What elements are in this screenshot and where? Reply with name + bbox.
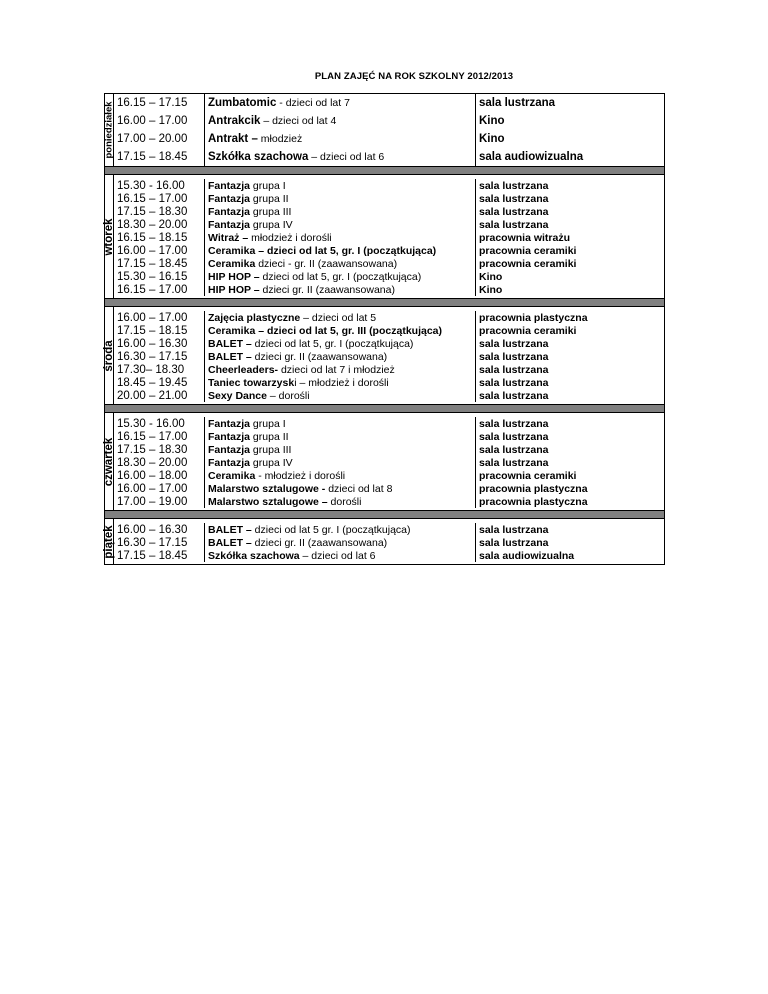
table-row <box>114 244 664 257</box>
activity-cell <box>205 417 476 430</box>
room-cell: pracownia ceramiki <box>479 257 577 270</box>
activity-name: Taniec towarzysk <box>208 376 295 389</box>
room-cell: sala audiowizualna <box>479 549 575 562</box>
time-cell: 17.00 – 19.00 <box>114 495 205 508</box>
day-name: piątek <box>103 524 115 559</box>
room-cell: pracownia ceramiki <box>479 469 577 482</box>
activity-detail: grupa III <box>250 205 292 218</box>
day-block-0 <box>105 94 664 166</box>
room-cell: pracownia witrażu <box>479 231 571 244</box>
activity-cell <box>205 523 476 536</box>
room-cell: pracownia ceramiki <box>479 244 577 257</box>
day-block-1 <box>105 175 664 298</box>
activity-cell <box>205 536 476 549</box>
day-name: czwartek <box>103 437 115 486</box>
activity-name: Szkółka szachowa <box>208 151 309 163</box>
table-row <box>114 350 664 363</box>
activity-name: Fantazja <box>208 218 251 231</box>
table-row <box>114 218 664 231</box>
table-row <box>114 430 664 443</box>
time-cell: 17.15 – 18.45 <box>114 148 205 166</box>
activity-cell <box>205 270 476 283</box>
activity-detail: dzieci od lat 7 i młodzież <box>278 363 395 376</box>
activity-name: BALET – <box>208 350 252 363</box>
activity-detail: – dzieci od lat 4 <box>260 115 337 127</box>
room-cell: sala lustrzana <box>479 456 549 469</box>
activity-detail: dzieci - gr. II (zaawansowana) <box>255 257 398 270</box>
room-cell: sala lustrzana <box>479 523 549 536</box>
table-row <box>114 179 664 192</box>
day-block-4 <box>105 519 664 564</box>
room-cell: sala lustrzana <box>479 430 549 443</box>
activity-detail: – dzieci od lat 6 <box>308 151 385 163</box>
table-row <box>114 231 664 244</box>
time-cell: 16.00 – 17.00 <box>114 482 205 495</box>
activity-detail: młodzież i dorośli <box>248 231 332 244</box>
activity-detail: – dzieci od lat 5 <box>300 311 377 324</box>
table-row <box>114 283 664 296</box>
room-cell: sala lustrzana <box>479 536 549 549</box>
activity-name: Zumbatomic <box>208 97 277 109</box>
activity-detail: dzieci od lat 5 gr. I (początkująca) <box>251 523 411 536</box>
table-row <box>114 523 664 536</box>
time-cell: 16.00 – 17.00 <box>114 244 205 257</box>
room-cell: sala lustrzana <box>479 376 549 389</box>
activity-detail: grupa II <box>250 192 289 205</box>
room-cell: pracownia plastyczna <box>479 311 588 324</box>
time-cell: 16.15 – 18.15 <box>114 231 205 244</box>
table-row <box>114 482 664 495</box>
table-row <box>114 469 664 482</box>
activity-name: Zajęcia plastyczne <box>208 311 301 324</box>
table-row <box>114 389 664 402</box>
table-row <box>114 456 664 469</box>
table-row <box>114 443 664 456</box>
activity-cell <box>205 350 476 363</box>
activity-name: Antrakt – <box>208 133 258 145</box>
table-row <box>114 495 664 508</box>
table-row <box>114 376 664 389</box>
activity-name: Sexy Dance <box>208 389 267 402</box>
activity-detail: dzieci od lat 5, gr. I (początkująca) <box>251 337 414 350</box>
room-cell: sala lustrzana <box>479 350 549 363</box>
day-name: poniedziałek <box>103 101 115 159</box>
activity-detail: – dorośli <box>266 389 310 402</box>
activity-cell <box>205 324 476 337</box>
time-cell: 16.15 – 17.00 <box>114 283 205 296</box>
activity-cell <box>205 482 476 495</box>
room-cell: Kino <box>479 115 505 127</box>
activity-cell <box>205 495 476 508</box>
time-cell: 17.30– 18.30 <box>114 363 205 376</box>
room-cell: sala lustrzana <box>479 389 549 402</box>
activity-cell <box>205 244 476 257</box>
room-cell: sala lustrzana <box>479 179 549 192</box>
activity-cell <box>205 376 476 389</box>
time-cell: 16.30 – 17.15 <box>114 350 205 363</box>
activity-name: BALET – <box>208 523 252 536</box>
activity-cell <box>205 363 476 376</box>
time-cell: 17.15 – 18.45 <box>114 549 205 562</box>
activity-name: Fantazja <box>208 205 251 218</box>
time-cell: 17.00 – 20.00 <box>114 130 205 148</box>
activity-detail: grupa IV <box>250 218 293 231</box>
activity-name: Malarstwo sztalugowe – <box>208 495 328 508</box>
activity-cell <box>205 218 476 231</box>
activity-detail: młodzież <box>257 133 303 145</box>
day-separator <box>105 404 664 413</box>
activity-name: Ceramika <box>208 469 256 482</box>
activity-name: Fantazja <box>208 443 251 456</box>
table-row <box>114 337 664 350</box>
room-cell: sala lustrzana <box>479 363 549 376</box>
room-cell: sala lustrzana <box>479 205 549 218</box>
table-row <box>114 549 664 562</box>
room-cell: sala lustrzana <box>479 192 549 205</box>
time-cell: 16.00 – 17.00 <box>114 311 205 324</box>
activity-name: Fantazja <box>208 192 251 205</box>
activity-cell <box>205 337 476 350</box>
activity-detail: – dzieci od lat 6 <box>299 549 376 562</box>
activity-name: Ceramika – dzieci od lat 5, gr. I (początkująca) <box>208 244 437 257</box>
day-label <box>105 413 113 510</box>
activity-cell <box>205 469 476 482</box>
room-cell: Kino <box>479 283 503 296</box>
room-cell: sala lustrzana <box>479 97 556 109</box>
time-cell: 17.15 – 18.45 <box>114 257 205 270</box>
table-row <box>114 130 664 148</box>
room-cell: sala lustrzana <box>479 218 549 231</box>
activity-name: Fantazja <box>208 179 251 192</box>
activity-detail: grupa I <box>250 179 286 192</box>
activity-name: HIP HOP – <box>208 283 260 296</box>
activity-cell <box>205 311 476 324</box>
day-block-2 <box>105 307 664 404</box>
schedule-table <box>104 93 665 565</box>
activity-name: Fantazja <box>208 456 251 469</box>
activity-detail: dzieci gr. II (zaawansowana) <box>251 536 388 549</box>
activity-cell <box>205 112 476 130</box>
activity-cell <box>205 257 476 270</box>
table-row <box>114 270 664 283</box>
activity-cell <box>205 179 476 192</box>
activity-name: Fantazja <box>208 430 251 443</box>
table-row <box>114 112 664 130</box>
table-row <box>114 257 664 270</box>
room-cell: pracownia plastyczna <box>479 482 588 495</box>
time-cell: 17.15 – 18.15 <box>114 324 205 337</box>
activity-detail: dzieci gr. II (zaawansowana) <box>259 283 395 296</box>
day-name: środa <box>103 339 115 372</box>
table-row <box>114 148 664 166</box>
activity-cell <box>205 443 476 456</box>
day-label <box>105 519 113 564</box>
activity-detail: i – młodzież i dorośli <box>294 376 389 389</box>
room-cell: Kino <box>479 270 503 283</box>
room-cell: pracownia plastyczna <box>479 495 588 508</box>
activity-detail: grupa III <box>250 443 292 456</box>
page-title: PLAN ZAJĘĆ NA ROK SZKOLNY 2012/2013 <box>314 71 514 82</box>
activity-detail: dorośli <box>327 495 362 508</box>
table-row <box>114 417 664 430</box>
day-block-3 <box>105 413 664 510</box>
time-cell: 16.15 – 17.00 <box>114 192 205 205</box>
time-cell: 20.00 – 21.00 <box>114 389 205 402</box>
time-cell: 15.30 - 16.00 <box>114 179 205 192</box>
time-cell: 17.15 – 18.30 <box>114 205 205 218</box>
table-row <box>114 311 664 324</box>
activity-name: Witraż – <box>208 231 249 244</box>
table-row <box>114 324 664 337</box>
activity-name: Cheerleaders- <box>208 363 279 376</box>
time-cell: 16.30 – 17.15 <box>114 536 205 549</box>
time-cell: 16.15 – 17.00 <box>114 430 205 443</box>
activity-name: Ceramika <box>208 257 256 270</box>
activity-cell <box>205 549 476 562</box>
activity-cell <box>205 148 476 166</box>
time-cell: 15.30 – 16.15 <box>114 270 205 283</box>
activity-detail: dzieci od lat 5, gr. I (początkująca) <box>259 270 422 283</box>
room-cell: sala audiowizualna <box>479 151 584 163</box>
table-row <box>114 94 664 112</box>
activity-cell <box>205 283 476 296</box>
table-row <box>114 192 664 205</box>
day-separator <box>105 166 664 175</box>
time-cell: 18.30 – 20.00 <box>114 456 205 469</box>
activity-detail: dzieci od lat 8 <box>325 482 393 495</box>
activity-cell <box>205 94 476 112</box>
activity-cell <box>205 192 476 205</box>
activity-cell <box>205 389 476 402</box>
activity-detail: grupa II <box>250 430 289 443</box>
activity-name: Ceramika – dzieci od lat 5, gr. III (początkująca) <box>208 324 442 337</box>
time-cell: 15.30 - 16.00 <box>114 417 205 430</box>
day-label <box>105 307 113 404</box>
room-cell: sala lustrzana <box>479 417 549 430</box>
activity-name: Szkółka szachowa <box>208 549 300 562</box>
activity-cell <box>205 130 476 148</box>
activity-detail: dzieci gr. II (zaawansowana) <box>251 350 388 363</box>
time-cell: 18.30 – 20.00 <box>114 218 205 231</box>
time-cell: 16.00 – 16.30 <box>114 337 205 350</box>
table-row <box>114 363 664 376</box>
activity-name: Malarstwo sztalugowe - <box>208 482 326 495</box>
activity-cell <box>205 231 476 244</box>
time-cell: 18.45 – 19.45 <box>114 376 205 389</box>
activity-name: Fantazja <box>208 417 251 430</box>
room-cell: sala lustrzana <box>479 443 549 456</box>
room-cell: sala lustrzana <box>479 337 549 350</box>
activity-cell <box>205 205 476 218</box>
activity-cell <box>205 456 476 469</box>
day-separator <box>105 510 664 519</box>
day-name: wtorek <box>103 217 115 256</box>
time-cell: 16.00 – 16.30 <box>114 523 205 536</box>
time-cell: 17.15 – 18.30 <box>114 443 205 456</box>
activity-name: BALET – <box>208 536 252 549</box>
room-cell: Kino <box>479 133 505 145</box>
activity-cell <box>205 430 476 443</box>
activity-detail: grupa I <box>250 417 286 430</box>
activity-detail: - młodzież i dorośli <box>255 469 346 482</box>
activity-name: HIP HOP – <box>208 270 260 283</box>
time-cell: 16.00 – 17.00 <box>114 112 205 130</box>
day-label <box>105 94 113 166</box>
activity-name: BALET – <box>208 337 252 350</box>
room-cell: pracownia ceramiki <box>479 324 577 337</box>
day-label <box>105 175 113 298</box>
table-row <box>114 205 664 218</box>
time-cell: 16.15 – 17.15 <box>114 94 205 112</box>
time-cell: 16.00 – 18.00 <box>114 469 205 482</box>
day-separator <box>105 298 664 307</box>
table-row <box>114 536 664 549</box>
activity-name: Antrakcik <box>208 115 261 127</box>
activity-detail: grupa IV <box>250 456 293 469</box>
activity-detail: - dzieci od lat 7 <box>276 97 350 109</box>
